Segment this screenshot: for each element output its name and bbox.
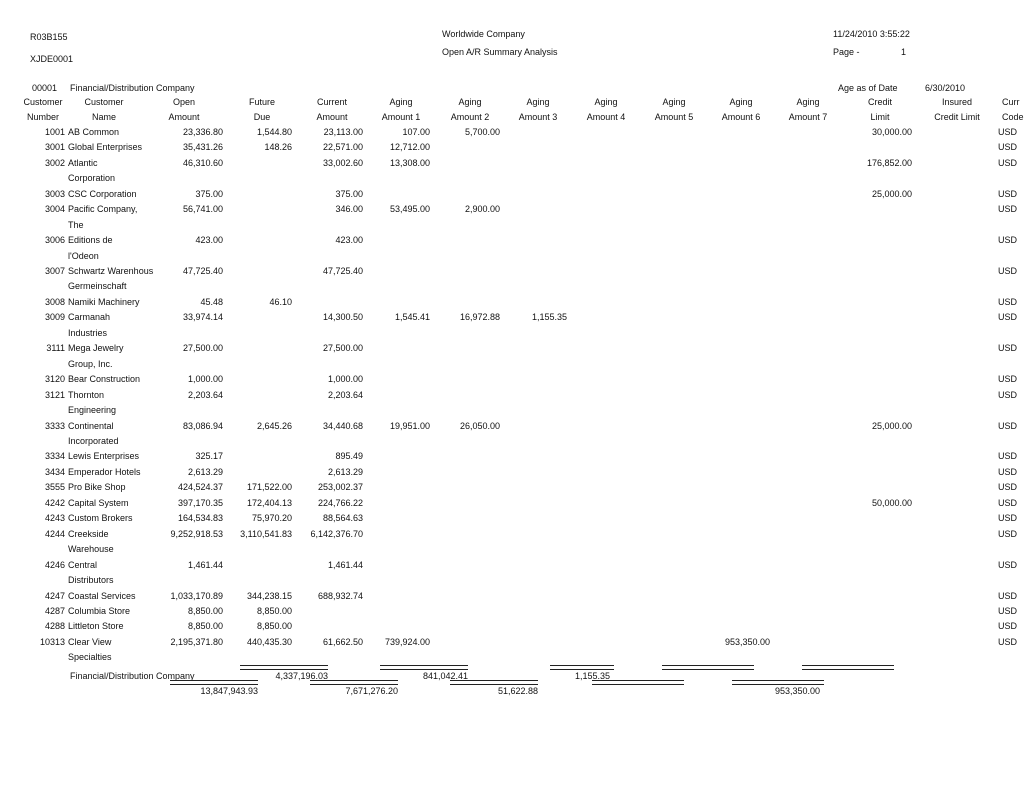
page-label: Page - (833, 47, 860, 57)
current-amount: 423.00 (335, 235, 363, 245)
currency-code: USD (998, 513, 1018, 523)
current-amount: 2,203.64 (327, 390, 363, 400)
customer-name-continued: The (68, 220, 84, 230)
customer-name: Atlantic (68, 158, 98, 168)
current-amount: 375.00 (335, 189, 363, 199)
open-amount: 1,461.44 (187, 560, 223, 570)
customer-number: 3001 (44, 142, 65, 152)
open-amount: 46,310.60 (182, 158, 223, 168)
customer-name: Central (68, 560, 98, 570)
current-amount: 33,002.60 (322, 158, 363, 168)
total-rule-aging7 (802, 665, 894, 670)
total-rule-current (310, 680, 398, 685)
column-header-aging-7: Aging Amount 7 (788, 97, 828, 122)
table-row (0, 513, 1024, 528)
customer-name-continued: Distributors (68, 575, 114, 585)
currency-code: USD (998, 498, 1018, 508)
current-amount: 2,613.29 (327, 467, 363, 477)
table-row (0, 266, 1024, 281)
open-amount: 375.00 (195, 189, 223, 199)
customer-name: Coastal Services (68, 591, 136, 601)
customer-number: 3434 (44, 467, 65, 477)
customer-number: 4287 (44, 606, 65, 616)
column-header-customer-number: Customer Number (23, 97, 63, 122)
customer-number: 4244 (44, 529, 65, 539)
table-row-continuation (0, 281, 1024, 296)
future-due: 148.26 (264, 142, 292, 152)
table-row (0, 204, 1024, 219)
currency-code: USD (998, 637, 1018, 647)
customer-number: 1001 (44, 127, 65, 137)
customer-number: 3555 (44, 482, 65, 492)
customer-number: 3334 (44, 451, 65, 461)
table-row-continuation (0, 251, 1024, 266)
currency-code: USD (998, 606, 1018, 616)
current-amount: 61,662.50 (322, 637, 363, 647)
customer-number: 3009 (44, 312, 65, 322)
aging-amount-1: 19,951.00 (389, 421, 430, 431)
aging-amount-3: 1,155.35 (531, 312, 567, 322)
age-as-of-date: 6/30/2010 (925, 83, 966, 93)
customer-number: 4246 (44, 560, 65, 570)
company-name: Financial/Distribution Company (70, 83, 195, 93)
total-aging-1: 841,042.41 (422, 671, 468, 681)
customer-name: Emperador Hotels (68, 467, 141, 477)
column-header-aging-1: Aging Amount 1 (381, 97, 421, 122)
total-rule-aging1 (380, 665, 468, 670)
total-rule-future (240, 665, 328, 670)
credit-limit: 30,000.00 (871, 127, 912, 137)
table-row (0, 467, 1024, 482)
aging-amount-1: 107.00 (402, 127, 430, 137)
currency-code: USD (998, 529, 1018, 539)
table-row (0, 297, 1024, 312)
customer-name: CSC Corporation (68, 189, 137, 199)
total-rule-aging2 (450, 680, 538, 685)
column-header-credit-limit: Credit Limit (867, 97, 892, 122)
table-row (0, 189, 1024, 204)
table-row (0, 158, 1024, 173)
table-row (0, 451, 1024, 466)
table-row-continuation (0, 436, 1024, 451)
table-row-continuation (0, 328, 1024, 343)
customer-number: 4288 (44, 621, 65, 631)
table-row (0, 498, 1024, 513)
table-row (0, 637, 1024, 652)
open-amount: 2,195,371.80 (170, 637, 223, 647)
open-amount: 8,850.00 (187, 606, 223, 616)
table-row (0, 482, 1024, 497)
table-row-continuation (0, 359, 1024, 374)
customer-name: Pacific Company, (68, 204, 138, 214)
program-id: R03B155 (30, 32, 68, 42)
customer-name: Custom Brokers (68, 513, 133, 523)
currency-code: USD (998, 374, 1018, 384)
current-amount: 1,000.00 (327, 374, 363, 384)
customer-name: Capital System (68, 498, 129, 508)
open-amount: 83,086.94 (182, 421, 223, 431)
currency-code: USD (998, 467, 1018, 477)
aging-amount-1: 13,308.00 (389, 158, 430, 168)
future-due: 344,238.15 (246, 591, 292, 601)
open-amount: 164,534.83 (177, 513, 223, 523)
credit-limit: 25,000.00 (871, 189, 912, 199)
aging-amount-2: 5,700.00 (464, 127, 500, 137)
currency-code: USD (998, 312, 1018, 322)
column-header-aging-6: Aging Amount 6 (721, 97, 761, 122)
aging-amount-6: 953,350.00 (724, 637, 770, 647)
table-row (0, 621, 1024, 636)
open-amount: 33,974.14 (182, 312, 223, 322)
customer-name: Carmanah (68, 312, 111, 322)
table-row-continuation (0, 544, 1024, 559)
future-due: 2,645.26 (256, 421, 292, 431)
future-due: 171,522.00 (246, 482, 292, 492)
customer-name: Creekside (68, 529, 109, 539)
aging-amount-1: 53,495.00 (389, 204, 430, 214)
open-amount: 2,203.64 (187, 390, 223, 400)
open-amount: 9,252,918.53 (170, 529, 223, 539)
age-as-of-label: Age as of Date (838, 83, 898, 93)
page-number: 1 (901, 47, 907, 57)
total-aging-3: 1,155.35 (574, 671, 610, 681)
currency-code: USD (998, 158, 1018, 168)
table-row (0, 390, 1024, 405)
table-row (0, 560, 1024, 575)
customer-name: Bear Construction (68, 374, 141, 384)
currency-code: USD (998, 482, 1018, 492)
report-title: Open A/R Summary Analysis (442, 47, 558, 57)
aging-amount-2: 16,972.88 (459, 312, 500, 322)
current-amount: 688,932.74 (317, 591, 363, 601)
current-amount: 6,142,376.70 (310, 529, 363, 539)
column-header-current-amount: Current Amount (316, 97, 348, 122)
future-due: 8,850.00 (256, 621, 292, 631)
total-future-due: 4,337,196.03 (275, 671, 328, 681)
customer-name: Lewis Enterprises (68, 451, 140, 461)
customer-name-continued: Group, Inc. (68, 359, 113, 369)
current-amount: 27,500.00 (322, 343, 363, 353)
column-header-customer-name: Customer Name (84, 97, 124, 122)
customer-number: 3006 (44, 235, 65, 245)
currency-code: USD (998, 204, 1018, 214)
column-header-aging-3: Aging Amount 3 (518, 97, 558, 122)
current-amount: 14,300.50 (322, 312, 363, 322)
total-aging-2: 51,622.88 (497, 686, 538, 696)
customer-name-continued: Corporation (68, 173, 116, 183)
currency-code: USD (998, 189, 1018, 199)
open-amount: 2,613.29 (187, 467, 223, 477)
credit-limit: 50,000.00 (871, 498, 912, 508)
current-amount: 895.49 (335, 451, 363, 461)
open-amount: 47,725.40 (182, 266, 223, 276)
future-due: 3,110,541.83 (240, 529, 292, 539)
column-header-insured-credit-limit: Insured Credit Limit (934, 97, 980, 122)
customer-number: 3121 (44, 390, 65, 400)
future-due: 172,404.13 (246, 498, 292, 508)
future-due: 1,544.80 (256, 127, 292, 137)
customer-name: AB Common (68, 127, 120, 137)
environment-id: XJDE0001 (30, 54, 74, 64)
open-amount: 27,500.00 (182, 343, 223, 353)
credit-limit: 176,852.00 (866, 158, 912, 168)
currency-code: USD (998, 343, 1018, 353)
column-header-aging-4: Aging Amount 4 (586, 97, 626, 122)
column-header-currency-code: Curr Code (1002, 97, 1024, 122)
currency-code: USD (998, 621, 1018, 631)
customer-name: Namiki Machinery (68, 297, 140, 307)
company-title: Worldwide Company (442, 29, 525, 39)
customer-name-continued: Warehouse (68, 544, 114, 554)
customer-number: 10313 (39, 637, 65, 647)
currency-code: USD (998, 451, 1018, 461)
customer-name-continued: Engineering (68, 405, 117, 415)
customer-number: 3004 (44, 204, 65, 214)
open-amount: 325.17 (195, 451, 223, 461)
table-row (0, 606, 1024, 621)
open-amount: 423.00 (195, 235, 223, 245)
credit-limit: 25,000.00 (871, 421, 912, 431)
open-amount: 45.48 (200, 297, 223, 307)
table-row (0, 235, 1024, 250)
customer-number: 3333 (44, 421, 65, 431)
report-datetime: 11/24/2010 3:55:22 (833, 29, 910, 39)
total-open-amount: 13,847,943.93 (200, 686, 258, 696)
open-amount: 397,170.35 (177, 498, 223, 508)
open-amount: 1,000.00 (187, 374, 223, 384)
customer-number: 3002 (44, 158, 65, 168)
table-row (0, 591, 1024, 606)
customer-name-continued: Germeinschaft (68, 281, 127, 291)
open-amount: 23,336.80 (182, 127, 223, 137)
aging-amount-2: 2,900.00 (464, 204, 500, 214)
open-amount: 35,431.26 (182, 142, 223, 152)
open-amount: 424,524.37 (177, 482, 223, 492)
table-row-continuation (0, 405, 1024, 420)
table-row (0, 127, 1024, 142)
aging-amount-1: 739,924.00 (384, 637, 430, 647)
future-due: 75,970.20 (251, 513, 292, 523)
total-aging-6: 953,350.00 (774, 686, 820, 696)
total-current-amount: 7,671,276.20 (345, 686, 398, 696)
current-amount: 346.00 (335, 204, 363, 214)
customer-name: Thornton (68, 390, 105, 400)
customer-name-continued: Industries (68, 328, 108, 338)
future-due: 440,435.30 (246, 637, 292, 647)
totals-label: Financial/Distribution Company (70, 671, 195, 681)
customer-name-continued: Incorporated (68, 436, 119, 446)
currency-code: USD (998, 591, 1018, 601)
table-row (0, 312, 1024, 327)
customer-number: 3003 (44, 189, 65, 199)
customer-name: Global Enterprises (68, 142, 143, 152)
customer-number: 4247 (44, 591, 65, 601)
total-rule-open (170, 680, 258, 685)
customer-number: 3008 (44, 297, 65, 307)
table-row (0, 529, 1024, 544)
current-amount: 224,766.22 (317, 498, 363, 508)
current-amount: 47,725.40 (322, 266, 363, 276)
customer-name: Pro Bike Shop (68, 482, 126, 492)
customer-name: Continental (68, 421, 114, 431)
total-rule-aging5 (662, 665, 754, 670)
current-amount: 1,461.44 (327, 560, 363, 570)
future-due: 8,850.00 (256, 606, 292, 616)
future-due: 46.10 (269, 297, 292, 307)
table-row (0, 142, 1024, 157)
currency-code: USD (998, 560, 1018, 570)
column-header-open-amount: Open Amount (168, 97, 200, 122)
customer-name: Littleton Store (68, 621, 124, 631)
table-row-continuation (0, 220, 1024, 235)
column-header-future-due: Future Due (248, 97, 275, 122)
current-amount: 22,571.00 (322, 142, 363, 152)
customer-name: Columbia Store (68, 606, 131, 616)
currency-code: USD (998, 142, 1018, 152)
currency-code: USD (998, 235, 1018, 245)
customer-number: 3111 (46, 343, 65, 353)
customer-number: 3007 (44, 266, 65, 276)
customer-number: 3120 (44, 374, 65, 384)
table-row (0, 343, 1024, 358)
customer-name-continued: l'Odeon (68, 251, 99, 261)
table-row-continuation (0, 575, 1024, 590)
current-amount: 23,113.00 (323, 127, 363, 137)
table-row-continuation (0, 173, 1024, 188)
aging-amount-1: 12,712.00 (389, 142, 430, 152)
customer-name: Editions de (68, 235, 113, 245)
currency-code: USD (998, 390, 1018, 400)
open-amount: 8,850.00 (187, 621, 223, 631)
current-amount: 88,564.63 (322, 513, 363, 523)
customer-number: 4243 (44, 513, 65, 523)
current-amount: 253,002.37 (317, 482, 363, 492)
currency-code: USD (998, 421, 1018, 431)
table-row (0, 421, 1024, 436)
total-rule-aging6 (732, 680, 824, 685)
customer-name: Schwartz Warenhous (68, 266, 154, 276)
company-code: 00001 (32, 83, 58, 93)
currency-code: USD (998, 266, 1018, 276)
open-amount: 1,033,170.89 (170, 591, 223, 601)
customer-number: 4242 (44, 498, 65, 508)
current-amount: 34,440.68 (322, 421, 363, 431)
table-row (0, 374, 1024, 389)
currency-code: USD (998, 127, 1018, 137)
total-rule-aging3 (550, 665, 614, 670)
customer-name: Mega Jewelry (68, 343, 124, 353)
aging-amount-2: 26,050.00 (459, 421, 500, 431)
customer-name: Clear View (68, 637, 112, 647)
aging-amount-1: 1,545.41 (394, 312, 430, 322)
currency-code: USD (998, 297, 1018, 307)
customer-name-continued: Specialties (68, 652, 112, 662)
open-amount: 56,741.00 (182, 204, 223, 214)
column-header-aging-5: Aging Amount 5 (654, 97, 694, 122)
total-rule-aging4 (592, 680, 684, 685)
column-header-aging-2: Aging Amount 2 (450, 97, 490, 122)
